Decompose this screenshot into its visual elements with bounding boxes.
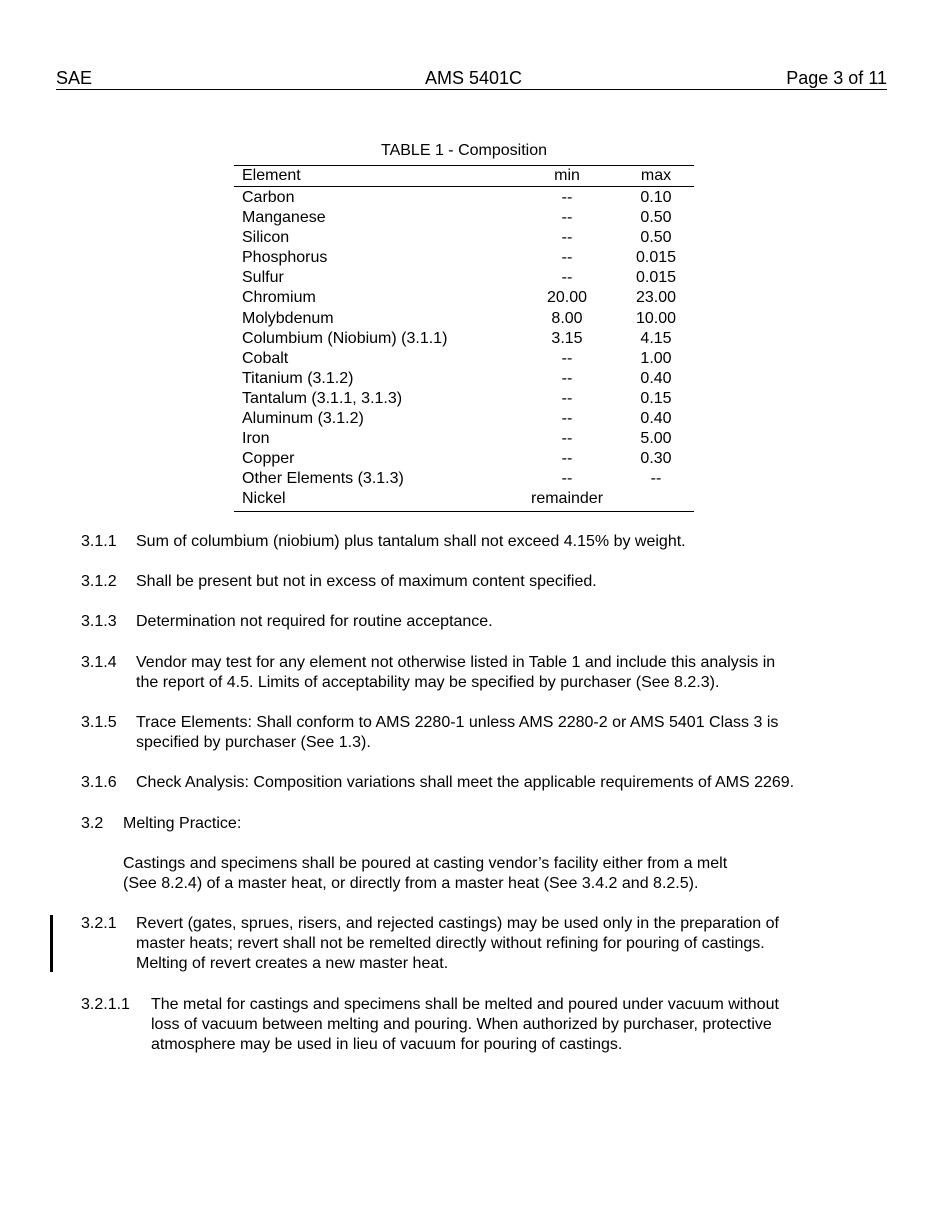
min-cell: -- — [561, 229, 573, 247]
table-body — [234, 187, 694, 511]
paragraph-number: 3.1.5 — [81, 714, 117, 731]
paragraph-number: 3.1.2 — [81, 573, 117, 590]
max-cell: 10.00 — [635, 309, 677, 327]
element-cell: Molybdenum — [242, 309, 334, 327]
element-cell: Other Elements (3.1.3) — [242, 470, 404, 488]
max-cell: 0.50 — [640, 229, 672, 247]
paragraph-text — [136, 612, 493, 632]
paragraph-line: Melting Practice: — [123, 815, 242, 832]
paragraph-line: (See 8.2.4) of a master heat, or directly from a master heat (See 3.4.2 and 8.2.5). — [123, 875, 699, 892]
paragraph-number: 3.2.1.1 — [81, 996, 130, 1013]
paragraph-line: Sum of columbium (niobium) plus tantalum shall not exceed 4.15% by weight. — [136, 533, 686, 550]
max-cell: 0.10 — [640, 189, 672, 206]
element-cell: Phosphorus — [242, 249, 328, 267]
max-cell: 23.00 — [635, 289, 677, 307]
table-title: TABLE 1 - Composition — [381, 142, 547, 159]
table-row — [234, 429, 694, 449]
column-header-min: min — [554, 167, 580, 184]
table-row — [234, 329, 694, 349]
max-cell: 1.00 — [640, 349, 672, 367]
max-cell: 0.40 — [640, 369, 672, 387]
min-cell: -- — [561, 269, 573, 287]
table-row — [234, 228, 694, 248]
table-row — [234, 188, 694, 208]
paragraph-line: Revert (gates, sprues, risers, and rejected castings) may be used only in the preparation of — [136, 915, 779, 932]
table-row — [234, 349, 694, 369]
table-row — [234, 389, 694, 409]
element-cell: Titanium (3.1.2) — [242, 369, 354, 387]
remainder-cell: remainder — [530, 490, 604, 508]
section-number: 3.2 — [81, 815, 104, 832]
element-cell: Nickel — [242, 490, 286, 508]
max-cell: 0.015 — [635, 269, 677, 287]
paragraph-text — [136, 773, 794, 793]
composition-table — [234, 165, 694, 512]
max-cell: 0.30 — [640, 450, 672, 468]
table-row — [234, 469, 694, 489]
paragraph-number: 3.2.1 — [81, 915, 117, 932]
min-cell: -- — [561, 369, 573, 387]
min-cell: -- — [561, 410, 573, 428]
paragraph-line: the report of 4.5. Limits of acceptability may be specified by purchaser (See 8.2.3). — [136, 674, 720, 691]
paragraph-number: 3.1.4 — [81, 654, 117, 671]
max-cell: 0.015 — [635, 249, 677, 267]
paragraph-number: 3.1.1 — [81, 533, 117, 550]
section-3-2-body — [123, 854, 883, 894]
min-cell: -- — [561, 349, 573, 367]
element-cell: Manganese — [242, 209, 326, 227]
max-cell: 4.15 — [640, 329, 672, 347]
column-header-max: max — [640, 167, 672, 184]
element-cell: Sulfur — [242, 269, 284, 287]
paragraph-number: 3.1.6 — [81, 774, 117, 791]
section-title — [123, 814, 241, 834]
paragraph-text — [136, 572, 597, 592]
min-cell: -- — [561, 189, 573, 206]
paragraph-line: The metal for castings and specimens shall be melted and poured under vacuum without — [151, 996, 779, 1013]
paragraph-line: specified by purchaser (See 1.3). — [136, 734, 371, 751]
min-cell: -- — [561, 389, 573, 407]
element-cell: Chromium — [242, 289, 316, 307]
element-cell: Carbon — [242, 189, 295, 206]
table-row — [234, 309, 694, 329]
max-cell: 0.15 — [640, 389, 672, 407]
paragraph-line: master heats; revert shall not be remelted directly without refining for pouring of castings. — [136, 935, 765, 952]
table-row — [234, 449, 694, 469]
element-cell: Iron — [242, 430, 270, 448]
paragraph-line: Vendor may test for any element not otherwise listed in Table 1 and include this analysis in — [136, 654, 776, 671]
header-org: SAE — [56, 68, 93, 88]
table-row — [234, 369, 694, 389]
element-cell: Cobalt — [242, 349, 289, 367]
max-cell: 0.40 — [640, 410, 672, 428]
table-row — [234, 248, 694, 268]
paragraph-line: Castings and specimens shall be poured at casting vendor’s facility either from a melt — [123, 855, 728, 872]
table-row — [234, 409, 694, 429]
paragraph-line: Check Analysis: Composition variations shall meet the applicable requirements of AMS 2269. — [136, 774, 795, 791]
min-cell: -- — [561, 249, 573, 267]
min-cell: -- — [561, 470, 573, 488]
min-cell: -- — [561, 430, 573, 448]
paragraph-text — [136, 653, 775, 693]
table-row — [234, 489, 694, 509]
paragraph-line: Shall be present but not in excess of maximum content specified. — [136, 573, 597, 590]
min-cell: -- — [561, 209, 573, 227]
paragraph-line: Determination not required for routine acceptance. — [136, 613, 493, 630]
page-header — [56, 68, 887, 90]
max-cell: -- — [650, 470, 662, 488]
revision-change-bar — [50, 915, 53, 972]
paragraph-line: loss of vacuum between melting and pouring. When authorized by purchaser, protective — [151, 1016, 772, 1033]
element-cell: Columbium (Niobium) (3.1.1) — [242, 329, 448, 347]
min-cell: 20.00 — [546, 289, 588, 307]
paragraph-text — [151, 995, 779, 1055]
paragraph-line: atmosphere may be used in lieu of vacuum for pouring of castings. — [151, 1036, 623, 1053]
element-cell: Tantalum (3.1.1, 3.1.3) — [242, 389, 403, 407]
paragraph-text — [136, 532, 686, 552]
paragraph-line: Melting of revert creates a new master heat. — [136, 955, 449, 972]
paragraph-number: 3.1.3 — [81, 613, 117, 630]
element-cell: Aluminum (3.1.2) — [242, 410, 364, 428]
table-header-row — [234, 166, 694, 187]
min-cell: 8.00 — [551, 309, 583, 327]
min-cell: -- — [561, 450, 573, 468]
element-cell: Silicon — [242, 229, 290, 247]
element-cell: Copper — [242, 450, 295, 468]
header-page-number: Page 3 of 11 — [786, 68, 887, 88]
paragraph-text — [136, 713, 778, 753]
table-row — [234, 208, 694, 228]
column-header-element: Element — [242, 167, 301, 184]
header-doc-number: AMS 5401C — [425, 68, 523, 88]
paragraph-line: Trace Elements: Shall conform to AMS 2280-1 unless AMS 2280-2 or AMS 5401 Class 3 is — [136, 714, 779, 731]
max-cell: 0.50 — [640, 209, 672, 227]
max-cell: 5.00 — [640, 430, 672, 448]
min-cell: 3.15 — [551, 329, 583, 347]
table-row — [234, 268, 694, 288]
paragraph-text — [136, 914, 779, 974]
table-row — [234, 288, 694, 308]
